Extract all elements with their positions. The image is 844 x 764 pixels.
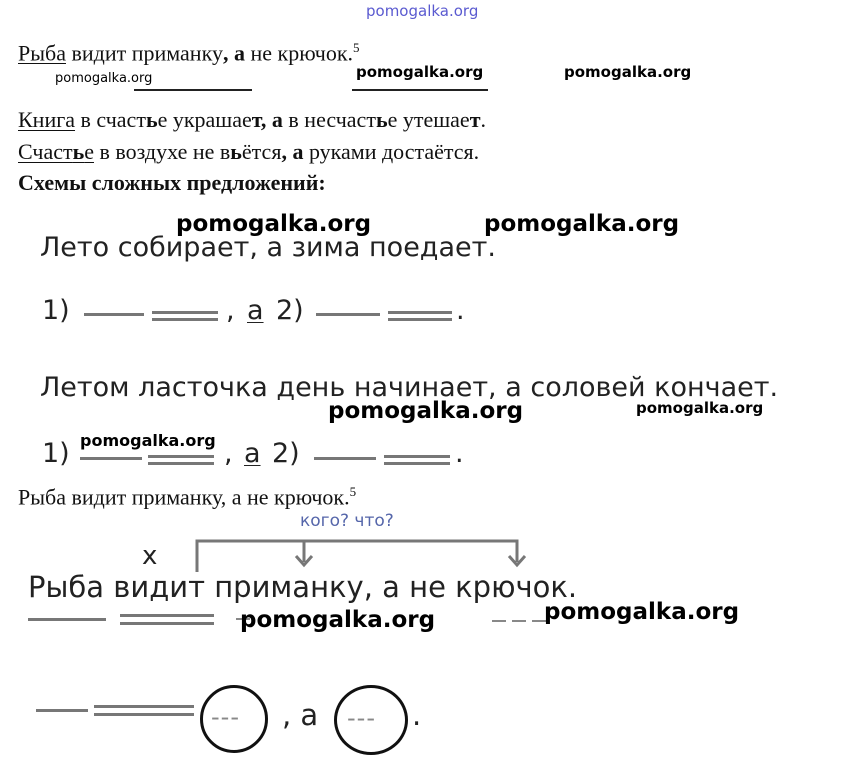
scheme-number: 2) [272,438,300,469]
soft-sign: ь [230,139,242,164]
period: . [480,107,487,132]
clause-circle-2 [334,685,408,755]
object-dashed-line [512,620,526,622]
predicate-line [94,713,194,716]
comma: , [260,107,267,132]
predicate-line [120,614,214,617]
conjunction: а [266,107,283,132]
watermark: pomogalka.org [564,63,692,81]
subject: Книга [18,107,76,132]
text: ётся [241,139,282,164]
example-sentence-2: Летом ласточка день начинает, а соловей кончает. [40,372,779,403]
text: в несчаст [282,107,376,132]
text: видит приманку [65,40,223,66]
soft-sign: ь [375,107,388,132]
subject-line [28,618,106,621]
predicate-line [94,705,194,708]
watermark: pomogalka.org [544,599,740,625]
parsed-sentence: Рыба видит приманку, а не крючок. [28,570,578,604]
text: е украшае [157,107,252,132]
comma: , [281,139,287,164]
watermark: pomogalka.org [356,63,484,81]
conjunction: а [286,139,304,164]
scheme-conjunction: а [247,295,264,326]
scheme-conjunction: а [244,438,261,469]
scheme-number: 1) [42,295,70,326]
ending: т [469,107,481,132]
scheme-period: . [412,698,422,732]
text: е утешае [387,107,470,132]
scheme-number: 1) [42,438,70,469]
scheme-number: 2) [276,295,304,326]
watermark: pomogalka.org [80,431,216,450]
text: е [84,139,94,164]
bracket-line [197,541,517,572]
watermark: pomogalka.org [484,211,680,237]
subject-line [36,709,88,712]
text: Рыба видит приманку, а не крючок. [18,484,350,510]
watermark: pomogalka.org [636,399,764,417]
footnote-mark: 5 [353,40,360,55]
text: Счаст [18,139,73,164]
comma: , [222,40,229,66]
scheme-period: . [456,295,465,326]
watermark: pomogalka.org [55,71,153,86]
text: в воздухе не в [94,139,231,164]
circle-dashes: --- [211,703,240,731]
clause-circle-1 [200,685,268,753]
section-heading: Схемы сложных предложений: [18,170,326,195]
soft-sign: ь [72,139,85,164]
object-dashed-line [492,620,506,622]
scheme-comma-conjunction: , а [282,698,319,732]
text: руками достаётся. [303,139,480,164]
scheme-period: . [455,438,464,469]
text: не крючок. [244,40,354,66]
subject: Рыба [18,40,66,66]
watermark-top: pomogalka.org [366,2,479,20]
scheme-comma: , [226,295,235,326]
circle-dashes: --- [347,704,376,732]
conjunction: а [228,40,245,66]
question-label: кого? что? [300,511,394,531]
soft-sign: ь [145,107,158,132]
footnote-mark: 5 [349,484,357,499]
watermark: pomogalka.org [328,398,524,424]
ending: т [251,107,261,132]
watermark: pomogalka.org [176,211,372,237]
predicate-line [120,622,214,625]
example-sentence-1: Лето собирает, а зима поедает. [40,232,496,263]
watermark: pomogalka.org [240,607,436,633]
scheme-comma: , [224,438,233,469]
secondary-member-marker: x [142,541,158,571]
text: в счаст [75,107,146,132]
